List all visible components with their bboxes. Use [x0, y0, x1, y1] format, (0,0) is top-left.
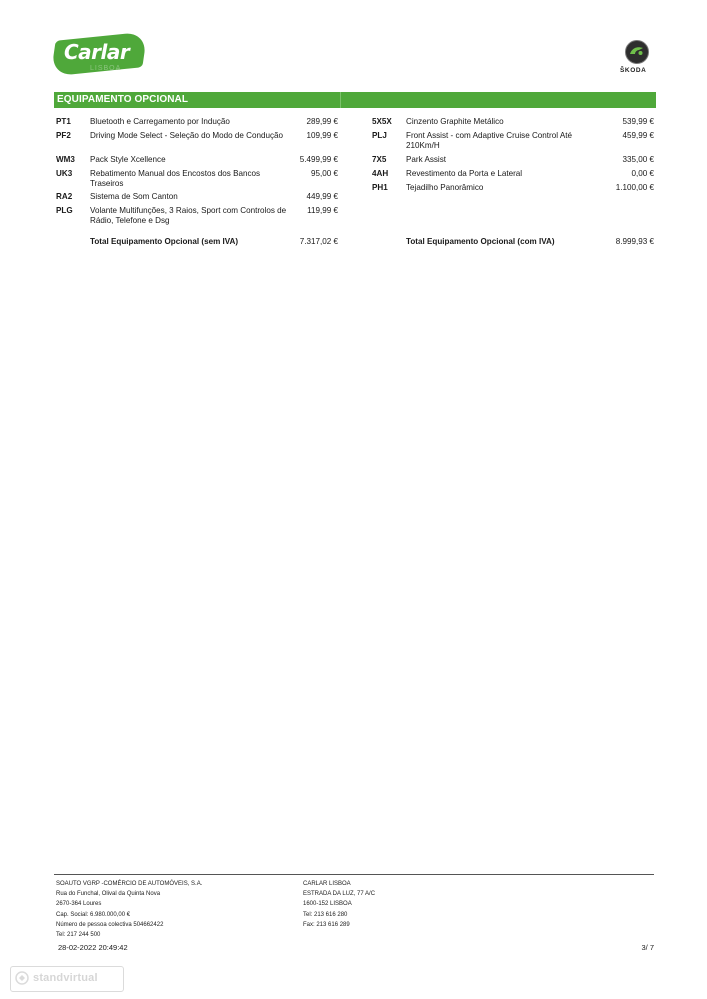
option-description: Revestimento da Porta e Lateral: [406, 169, 523, 178]
carlar-logo: [54, 36, 146, 78]
option-price: 1.100,00 €: [615, 183, 654, 192]
option-price: 109,99 €: [306, 131, 338, 140]
page-number: 3/ 7: [641, 943, 654, 952]
skoda-logo-word: ŠKODA: [620, 67, 647, 74]
total-without-vat-label: Total Equipamento Opcional (sem IVA): [90, 237, 239, 246]
total-with-vat: [372, 237, 654, 247]
total-without-vat: [56, 237, 338, 247]
carlar-logo-city: LISBOA: [90, 65, 122, 72]
option-price: 119,99 €: [307, 206, 338, 215]
company-line: Cap. Social: 6.980.000,00 €: [56, 911, 131, 918]
skoda-logo: [620, 40, 656, 76]
option-price: 289,99 €: [306, 117, 338, 126]
total-with-vat-label: Total Equipamento Opcional (com IVA): [406, 237, 555, 246]
option-row: [56, 131, 338, 151]
option-price: 0,00 €: [631, 169, 654, 178]
company-line: SOAUTO VGRP -COMÉRCIO DE AUTOMÓVEIS, S.A.: [56, 881, 203, 887]
option-code: UK3: [56, 169, 73, 178]
option-code: 7X5: [372, 155, 387, 164]
option-price: 95,00 €: [310, 169, 338, 178]
option-code: PLG: [56, 206, 73, 215]
option-code: PF2: [56, 131, 71, 140]
standvirtual-watermark: [10, 966, 124, 992]
option-description: Sistema de Som Canton: [90, 192, 178, 201]
company-line: 2670-364 Loures: [56, 901, 102, 908]
dealer-address: [303, 879, 375, 930]
section-title: EQUIPAMENTO OPCIONAL: [57, 94, 189, 105]
total-with-vat-value: 8.999,93 €: [615, 237, 654, 246]
option-price: 539,99 €: [622, 117, 654, 126]
option-row: [56, 192, 338, 202]
option-description: Park Assist: [406, 155, 447, 164]
option-row: [372, 183, 654, 193]
option-description: Front Assist - com Adaptive Cruise Control Até 210Km/H: [406, 131, 572, 150]
company-line: Tel: 217 244 500: [56, 932, 101, 939]
option-code: RA2: [56, 192, 73, 201]
print-date: 28-02-2022 20:49:42: [58, 943, 128, 952]
carlar-logo-word: Carlar: [64, 40, 130, 64]
section-divider: [340, 92, 341, 108]
watermark-text: standvirtual: [33, 972, 98, 984]
option-row: [56, 117, 338, 127]
dealer-line: ESTRADA DA LUZ, 77 A/C: [303, 891, 376, 898]
option-row: [56, 155, 338, 165]
option-row: [372, 155, 654, 165]
company-line: Rua do Funchal, Olival da Quinta Nova: [56, 891, 161, 898]
option-price: 335,00 €: [622, 155, 654, 164]
option-row: [372, 131, 654, 151]
option-description: Pack Style Xcellence: [90, 155, 166, 164]
company-line: Número de pessoa colectiva 504662422: [56, 921, 164, 928]
option-row: [56, 169, 338, 189]
option-code: PH1: [372, 183, 388, 192]
option-code: WM3: [56, 155, 75, 164]
option-code: 4AH: [372, 169, 389, 178]
option-code: PLJ: [372, 131, 387, 140]
dealer-line: 1600-152 LISBOA: [303, 901, 352, 908]
company-address: [56, 879, 202, 940]
option-row: [372, 117, 654, 127]
option-description: Cinzento Graphite Metálico: [406, 117, 504, 126]
option-price: 449,99 €: [306, 192, 338, 201]
option-description: Tejadilho Panorâmico: [406, 183, 484, 192]
option-code: 5X5X: [372, 117, 392, 126]
total-without-vat-value: 7.317,02 €: [299, 237, 338, 246]
option-description: Bluetooth e Carregamento por Indução: [90, 117, 230, 126]
option-row: [56, 206, 338, 226]
option-description: Driving Mode Select - Seleção do Modo de Condução: [90, 131, 284, 140]
option-description: Volante Multifunções, 3 Raios, Sport com Controlos de Rádio, Telefone e Dsg: [90, 206, 287, 225]
section-header: [54, 92, 656, 108]
dealer-line: Tel: 213 616 280: [303, 911, 348, 918]
option-price: 459,99 €: [622, 131, 654, 140]
option-row: [372, 169, 654, 179]
option-code: PT1: [56, 117, 71, 126]
option-price: 5.499,99 €: [299, 155, 338, 164]
dealer-line: Fax: 213 616 289: [303, 921, 350, 928]
dealer-line: CARLAR LISBOA: [303, 881, 351, 887]
skoda-arrow-icon: [625, 40, 649, 64]
footer-divider: [54, 874, 654, 875]
standvirtual-icon: [15, 971, 29, 985]
option-description: Rebatimento Manual dos Encostos dos Bancos Traseiros: [90, 169, 261, 188]
